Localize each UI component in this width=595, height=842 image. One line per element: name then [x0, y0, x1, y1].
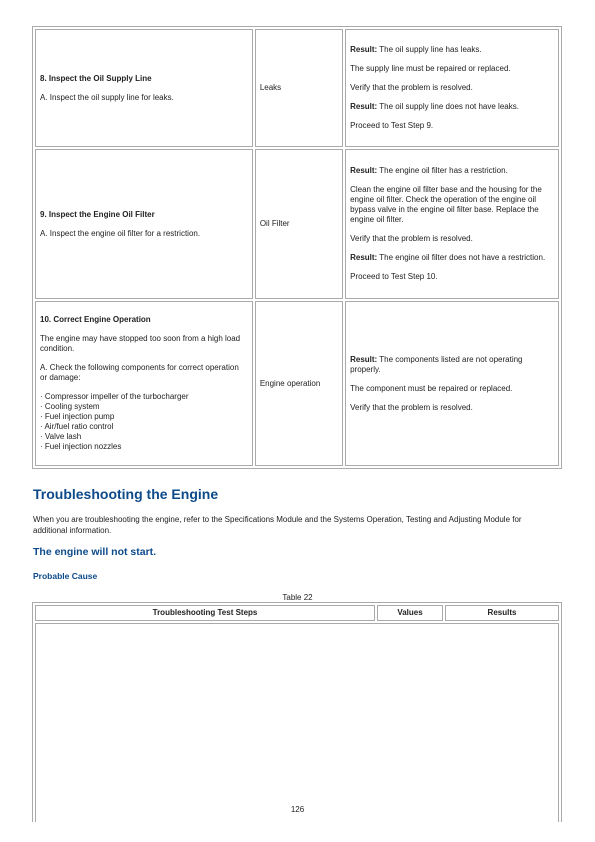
- results-cell: [345, 301, 559, 466]
- result-paragraph: [350, 121, 554, 131]
- probable-cause-heading: Probable Cause: [33, 571, 98, 581]
- step-text: A. Inspect the engine oil filter for a restriction.: [40, 228, 201, 238]
- result-paragraph: [350, 185, 554, 225]
- list-item: [40, 442, 248, 452]
- result-paragraph: [350, 64, 554, 74]
- list-item: [40, 412, 248, 422]
- result-paragraph: [350, 403, 554, 413]
- result-paragraph: [350, 45, 554, 55]
- step-text: A. Check the following components for correct operation or damage:: [40, 363, 239, 382]
- step-text: A. Inspect the oil supply line for leaks.: [40, 92, 174, 102]
- step-title: 10. Correct Engine Operation: [40, 315, 151, 324]
- subsection-title: The engine will not start.: [33, 546, 157, 558]
- step-title: 9. Inspect the Engine Oil Filter: [40, 209, 155, 219]
- result-text: Proceed to Test Step 10.: [350, 272, 438, 281]
- test-steps-table: [32, 26, 562, 469]
- table-body-area: [35, 623, 559, 822]
- result-label: Result:: [350, 102, 378, 111]
- results-cell: [345, 149, 559, 299]
- result-text: Verify that the problem is resolved.: [350, 402, 473, 412]
- table-caption: Table 22: [282, 593, 313, 602]
- result-text: The component must be repaired or replaced.: [350, 383, 513, 393]
- result-paragraph: [350, 355, 554, 375]
- result-paragraph: [350, 102, 554, 112]
- page-number: 126: [290, 805, 305, 814]
- results-cell: [345, 29, 559, 147]
- result-text: The engine oil filter has a restriction.: [377, 166, 508, 175]
- component-list: [40, 392, 248, 452]
- result-text: The oil supply line has leaks.: [377, 45, 482, 54]
- result-paragraph: [350, 83, 554, 93]
- result-text: The engine oil filter does not have a restriction.: [377, 253, 546, 262]
- result-text: Verify that the problem is resolved.: [350, 234, 473, 243]
- result-label: Result:: [350, 45, 378, 54]
- list-item: [40, 422, 248, 432]
- result-paragraph: [350, 253, 554, 263]
- list-item-text: Air/fuel ratio control: [44, 422, 114, 431]
- step-cell: [35, 29, 253, 147]
- result-text: The supply line must be repaired or replaced.: [350, 64, 511, 73]
- result-label: Result:: [350, 253, 378, 262]
- section-title: Troubleshooting the Engine: [33, 486, 219, 502]
- result-paragraph: [350, 166, 554, 176]
- troubleshooting-table: [32, 602, 562, 822]
- result-text: Proceed to Test Step 9.: [350, 121, 434, 130]
- list-item: [40, 392, 248, 402]
- list-item-text: Fuel injection nozzles: [44, 442, 122, 451]
- list-item-text: Compressor impeller of the turbocharger: [44, 392, 189, 401]
- table-row: [35, 29, 559, 147]
- intro-paragraph: When you are troubleshooting the engine, refer to the Specifications Module and the Systems Operation, Testing and Adjusting Module for additional information.: [33, 515, 522, 535]
- header-results: Results: [445, 605, 559, 621]
- result-paragraph: [350, 384, 554, 394]
- step-cell: [35, 301, 253, 466]
- header-values: Values: [377, 605, 443, 621]
- list-item: [40, 402, 248, 412]
- result-text: The components listed are not operating properly.: [350, 354, 523, 374]
- result-paragraph: [350, 272, 554, 282]
- value-cell: Leaks: [255, 29, 343, 147]
- step-title: 8. Inspect the Oil Supply Line: [40, 73, 152, 83]
- step-cell: [35, 149, 253, 299]
- list-item-text: Fuel injection pump: [44, 412, 115, 421]
- result-text: The oil supply line does not have leaks.: [377, 102, 519, 111]
- result-text: Clean the engine oil filter base and the housing for the engine oil filter. Check the operation of the engine oil bypass valve in the engine oil filter base. Replace the engine oil filter.: [350, 185, 542, 224]
- header-test-steps: Troubleshooting Test Steps: [35, 605, 375, 621]
- step-text: The engine may have stopped too soon from a high load condition.: [40, 334, 241, 353]
- value-cell: Engine operation: [255, 301, 343, 466]
- table-row: [35, 149, 559, 299]
- list-item-text: Valve lash: [44, 432, 82, 441]
- result-label: Result:: [350, 354, 378, 364]
- result-label: Result:: [350, 166, 378, 175]
- table-row: [35, 301, 559, 466]
- list-item: [40, 432, 248, 442]
- result-text: Verify that the problem is resolved.: [350, 83, 473, 92]
- list-item-text: Cooling system: [44, 402, 100, 411]
- result-paragraph: [350, 234, 554, 244]
- value-cell: Oil Filter: [255, 149, 343, 299]
